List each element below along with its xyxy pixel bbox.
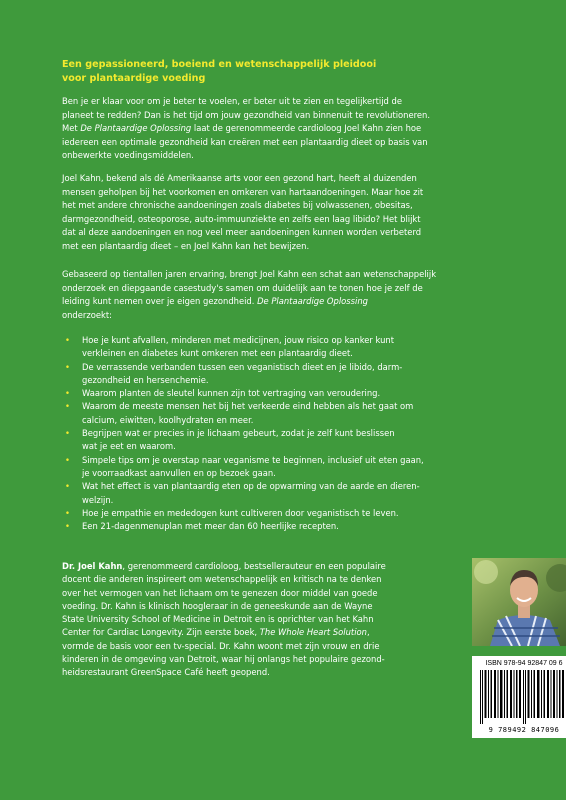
text-span: laat de gerenommeerde cardioloog Joel Kahn zien hoe <box>191 123 422 134</box>
text-line: welzijn. <box>82 494 114 505</box>
text-line: onderzoek en diepgaande casestudy's samen om duidelijk aan te tonen hoe je zelf de <box>62 282 423 293</box>
text-line: Hoe je kunt afvallen, minderen met medicijnen, jouw risico op kanker kunt <box>82 335 395 345</box>
headline-line: voor plantaardige voeding <box>62 73 206 84</box>
text-line: darmgezondheid, osteoporose, auto-immuunziekte en zelfs een laag libido? Het blijkt <box>62 213 421 224</box>
list-item <box>62 334 514 361</box>
text-line: Een 21-dagenmenuplan met meer dan 60 heerlijke recepten. <box>82 521 339 532</box>
author-bio <box>62 560 400 680</box>
list-item <box>62 361 514 388</box>
intro-paragraph <box>62 95 514 163</box>
bullet-icon: • <box>65 507 70 518</box>
text-span: , gerenommeerd cardioloog, bestsellerauteur en een populaire <box>122 561 386 571</box>
bullet-icon: • <box>65 428 70 439</box>
barcode-area <box>472 656 566 738</box>
barcode-icon <box>480 670 566 724</box>
text-line: Gebaseerd op tientallen jaren ervaring, brengt Joel Kahn een schat aan wetenschappelijk <box>62 269 437 279</box>
text-line: je voorraadkast aanvullen en op bezoek gaan. <box>82 467 276 478</box>
bullet-icon: • <box>65 388 70 399</box>
text-span: leiding kunt nemen over je eigen gezondheid. <box>62 296 258 307</box>
text-line: Joel Kahn, bekend als dé Amerikaanse arts voor een gezond hart, heeft al duizenden <box>62 173 417 183</box>
text-line: calcium, eiwitten, koolhydraten en meer. <box>82 414 254 425</box>
text-line: kinderen in de omgeving van Detroit, waar hij onlangs het populaire gezond- <box>62 654 385 665</box>
author-context-paragraph <box>62 172 514 254</box>
text-line: met een plantaardig dieet – en Joel Kahn kan het bewijzen. <box>62 240 310 251</box>
text-line: mensen geholpen bij het voorkomen en omkeren van hartaandoeningen. Maar hoe zit <box>62 186 424 197</box>
list-item <box>62 387 514 400</box>
ean-number: 9 789492 847096 <box>488 726 560 734</box>
text-line: vormde de basis voor een tv-special. Dr. Kahn woont met zijn vrouw en drie <box>62 640 380 651</box>
text-line <box>62 122 514 136</box>
author-photo <box>472 558 566 646</box>
list-item <box>62 520 514 533</box>
text-line: Hoe je empathie en mededogen kunt cultiveren door veganistisch te leven. <box>82 507 399 518</box>
topic-list <box>62 334 514 533</box>
text-line: planeet te redden? Dan is het tijd om jouw gezondheid van binnenuit te revolutioneren. <box>62 109 431 120</box>
text-line: onderzoekt: <box>62 309 112 320</box>
text-line: over het vermogen van het lichaam om te genezen door middel van goede <box>62 587 378 598</box>
bullet-icon: • <box>65 401 70 412</box>
text-line: Begrijpen wat er precies in je lichaam gebeurt, zodat je zelf kunt beslissen <box>82 428 395 439</box>
book-title: De Plantaardige Oplossing <box>257 296 368 307</box>
book-title: The Whole Heart Solution <box>259 627 367 638</box>
text-line: dat al deze aandoeningen en nog veel meer aandoeningen kunnen worden verbeterd <box>62 227 422 238</box>
bullet-icon: • <box>65 361 70 372</box>
text-line: onbewerkte voedingsmiddelen. <box>62 150 194 161</box>
book-title: De Plantaardige Oplossing <box>80 123 192 134</box>
back-cover <box>62 0 563 800</box>
headline-line: Een gepassioneerd, boeiend en wetenschappelijk pleidooi <box>62 59 377 70</box>
text-line: wat je eet en waarom. <box>82 441 176 452</box>
text-line: voeding. Dr. Kahn is klinisch hoogleraar in de geneeskunde aan de Wayne <box>62 600 373 611</box>
text-line: het met andere chronische aandoeningen zoals diabetes bij volwassenen, obesitas, <box>62 200 413 211</box>
text-line <box>62 626 400 639</box>
text-line: De verrassende verbanden tussen een veganistisch dieet en je libido, darm- <box>82 361 403 372</box>
text-line: Wat het effect is van plantaardig eten op de opwarming van de aarde en dieren- <box>82 481 420 492</box>
bullet-icon: • <box>65 521 70 532</box>
list-item <box>62 400 514 427</box>
text-line: Simpele tips om je overstap naar veganisme te beginnen, inclusief uit eten gaan, <box>82 454 424 465</box>
text-line: gezondheid en hersenchemie. <box>82 374 209 385</box>
text-line: docent die anderen inspireert om wetenschappelijk en kritisch na te denken <box>62 574 382 585</box>
isbn-label: ISBN 978-94 92847 09 6 <box>485 660 563 667</box>
text-line: Waarom de meeste mensen het bij het verkeerde eind hebben als het gaat om <box>82 401 414 412</box>
list-item <box>62 427 514 454</box>
bullet-icon: • <box>65 481 70 492</box>
research-paragraph <box>62 268 514 322</box>
text-span: , <box>366 627 370 638</box>
author-name: Dr. Joel Kahn <box>62 561 123 571</box>
bullet-icon: • <box>65 335 70 345</box>
text-line: Waarom planten de sleutel kunnen zijn tot vertraging van veroudering. <box>82 388 381 399</box>
author-portrait-icon <box>472 558 566 646</box>
text-line: verkleinen en diabetes kunt omkeren met een plantaardig dieet. <box>82 348 353 359</box>
text-span: Met <box>62 123 81 134</box>
list-item <box>62 480 514 507</box>
text-line: heidsrestaurant GreenSpace Café heeft geopend. <box>62 667 270 678</box>
headline <box>62 58 502 86</box>
text-span: Center for Cardiac Longevity. Zijn eerste boek, <box>62 627 260 638</box>
list-item <box>62 454 514 481</box>
text-line: iedereen een optimale gezondheid kan creëren met een plantaardig dieet op basis van <box>62 136 428 147</box>
text-line: State University School of Medicine in Detroit en is oprichter van het Kahn <box>62 614 374 625</box>
text-line: Ben je er klaar voor om je beter te voelen, er beter uit te zien en tegelijkertijd de <box>62 96 402 106</box>
text-line <box>62 295 514 309</box>
bullet-icon: • <box>65 454 70 465</box>
list-item <box>62 507 514 520</box>
text-line <box>62 560 400 573</box>
